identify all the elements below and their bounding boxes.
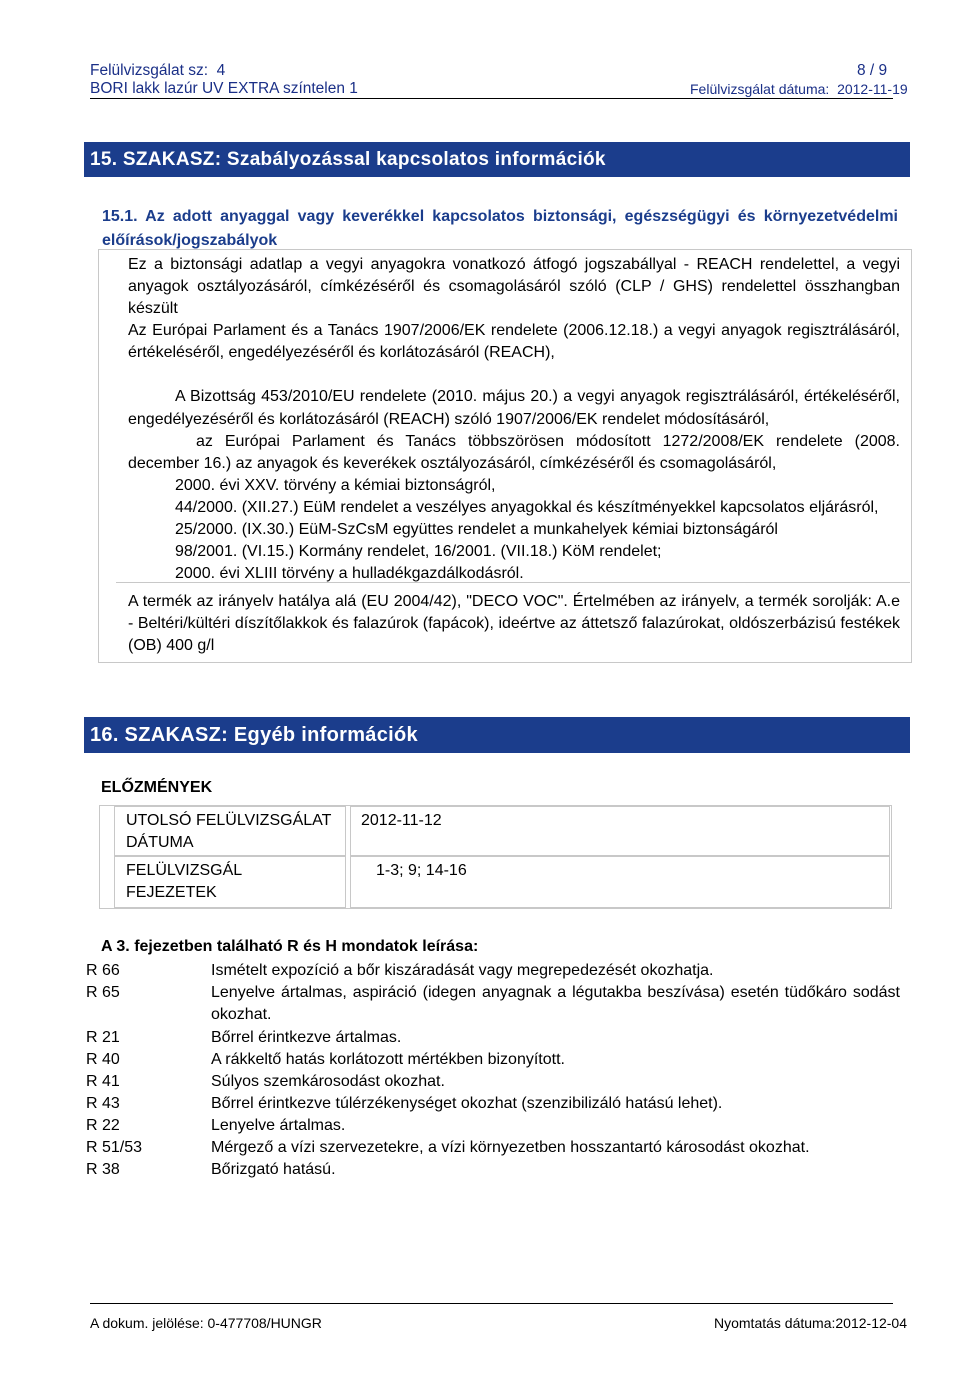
r-phrase-code: R 38 — [86, 1161, 120, 1178]
regulation-line: az Európai Parlament és Tanács többszörösen módosított 1272/2008/EK rendelete (2008. — [196, 433, 900, 450]
history-label-line: FEJEZETEK — [126, 884, 217, 901]
r-phrase-text: Súlyos szemkárosodást okozhat. — [211, 1073, 445, 1090]
regulation-line: Ez a biztonsági adatlap a vegyi anyagokra vonatkozó átfogó jogszabállyal - REACH rendelettel, a vegyi — [128, 256, 900, 273]
regulation-line: 25/2000. (IX.30.) EüM-SzCsM együttes rendelet a munkahelyek kémiai biztonságáról — [175, 521, 778, 538]
history-value: 1-3; 9; 14-16 — [376, 862, 467, 879]
r-phrase-text: Ismételt expozíció a bőr kiszáradását vagy megrepedezését okozhatja. — [211, 962, 714, 979]
section-16-title: 16. SZAKASZ: Egyéb információk — [84, 717, 910, 753]
r-phrase-code: R 66 — [86, 962, 120, 979]
r-phrase-code: R 40 — [86, 1051, 120, 1068]
r-phrase-code: R 21 — [86, 1029, 120, 1046]
regulation-line: készült — [128, 300, 178, 317]
history-label-line: UTOLSÓ FELÜLVIZSGÁLAT — [126, 812, 332, 829]
r-phrase-text-cont: okozhat. — [211, 1006, 272, 1023]
deco-voc-line: - Beltéri/kültéri díszítőlakkok és falazúrok (fapácok), ideértve az áttetsző falazúrokat, oldószerbázisú festékek — [128, 615, 900, 632]
header-divider — [90, 98, 893, 99]
r-phrase-code: R 51/53 — [86, 1139, 143, 1156]
r-phrase-code: R 22 — [86, 1117, 120, 1134]
regulation-line: 98/2001. (VI.15.) Kormány rendelet, 16/2001. (VII.18.) KöM rendelet; — [175, 543, 662, 560]
r-phrase-text: Bőrizgató hatású. — [211, 1161, 336, 1178]
revision-label: Felülvizsgálat sz: — [90, 62, 209, 79]
r-phrases-heading: A 3. fejezetben található R és H mondatok leírása: — [101, 938, 479, 955]
history-heading: ELŐZMÉNYEK — [101, 779, 213, 796]
r-phrase-code: R 65 — [86, 984, 120, 1001]
revision-number — [90, 62, 225, 80]
revision-date-label: Felülvizsgálat dátuma: — [690, 81, 830, 97]
subsection-15-1-title: 15.1. Az adott anyaggal vagy keverékkel kapcsolatos biztonsági, egészségügyi és környezetvédelmi előírások/jogszabályok — [102, 208, 898, 249]
regulation-line: december 16.) az anyagok és keverékek osztályozásáról, címkézéséről és csomagolásáról, — [128, 455, 777, 472]
regulation-line: Az Európai Parlament és a Tanács 1907/2006/EK rendelete (2006.12.18.) a vegyi anyagok regisztrálásáról, — [128, 322, 900, 339]
regulation-line: A Bizottság 453/2010/EU rendelete (2010. május 20.) a vegyi anyagok regisztrálásáról, értékeléséről, — [175, 388, 900, 405]
section-15-title: 15. SZAKASZ: Szabályozással kapcsolatos információk — [84, 142, 910, 177]
history-label — [126, 860, 242, 904]
r-phrase-text: A rákkeltő hatás korlátozott mértékben bizonyított. — [211, 1051, 565, 1068]
deco-voc-line: (OB) 400 g/l — [128, 637, 215, 654]
document-id: A dokum. jelölése: 0-477708/HUNGR — [90, 1315, 322, 1331]
revision-value: 4 — [216, 62, 226, 79]
history-label-line: DÁTUMA — [126, 834, 194, 851]
regulation-line: értékeléséről, engedélyezéséről és korlátozásáról (REACH), — [128, 344, 555, 361]
regulation-line: 44/2000. (XII.27.) EüM rendelet a veszélyes anyagokkal és készítményekkel kapcsolatos eljárásról, — [175, 499, 879, 516]
revision-date-value: 2012-11-19 — [837, 81, 908, 97]
r-phrase-text: Mérgező a vízi szervezetekre, a vízi környezetben hosszantartó károsodást okozhat. — [211, 1139, 810, 1156]
page-number: 8 / 9 — [857, 62, 888, 79]
print-date: Nyomtatás dátuma:2012-12-04 — [714, 1315, 907, 1331]
regulation-line: 2000. évi XLIII törvény a hulladékgazdálkodásról. — [175, 565, 524, 582]
product-name: BORI lakk lazúr UV EXTRA színtelen 1 — [90, 80, 358, 97]
deco-voc-line: A termék az irányelv hatálya alá (EU 2004/42), "DECO VOC". Értelmében az irányelv, a termék sorolják: A.e — [128, 593, 900, 610]
r-phrase-code: R 43 — [86, 1095, 120, 1112]
history-label — [126, 810, 331, 854]
revision-date — [690, 81, 908, 97]
r-phrase-code: R 41 — [86, 1073, 120, 1090]
history-value: 2012-11-12 — [361, 812, 442, 829]
regulation-line: anyagok osztályozásáról, címkézéséről és csomagolásáról szóló (CLP / GHS) rendelettel összhangban — [128, 278, 900, 295]
footer-divider — [90, 1303, 893, 1304]
r-phrase-text: Lenyelve ártalmas, aspiráció (idegen anyagnak a légutakba beszívása) esetén tüdőkáro sodást — [211, 984, 900, 1001]
r-phrase-text: Bőrrel érintkezve ártalmas. — [211, 1029, 402, 1046]
history-label-line: FELÜLVIZSGÁL — [126, 862, 243, 879]
regulation-line: engedélyezéséről és korlátozásáról (REACH) szóló 1907/2006/EK rendelet módosításáról, — [128, 411, 770, 428]
r-phrase-text: Lenyelve ártalmas. — [211, 1117, 346, 1134]
r-phrase-text: Bőrrel érintkezve túlérzékenységet okozhat (szenzibilizáló hatású lehet). — [211, 1095, 723, 1112]
regulation-line: 2000. évi XXV. törvény a kémiai biztonságról, — [175, 477, 496, 494]
